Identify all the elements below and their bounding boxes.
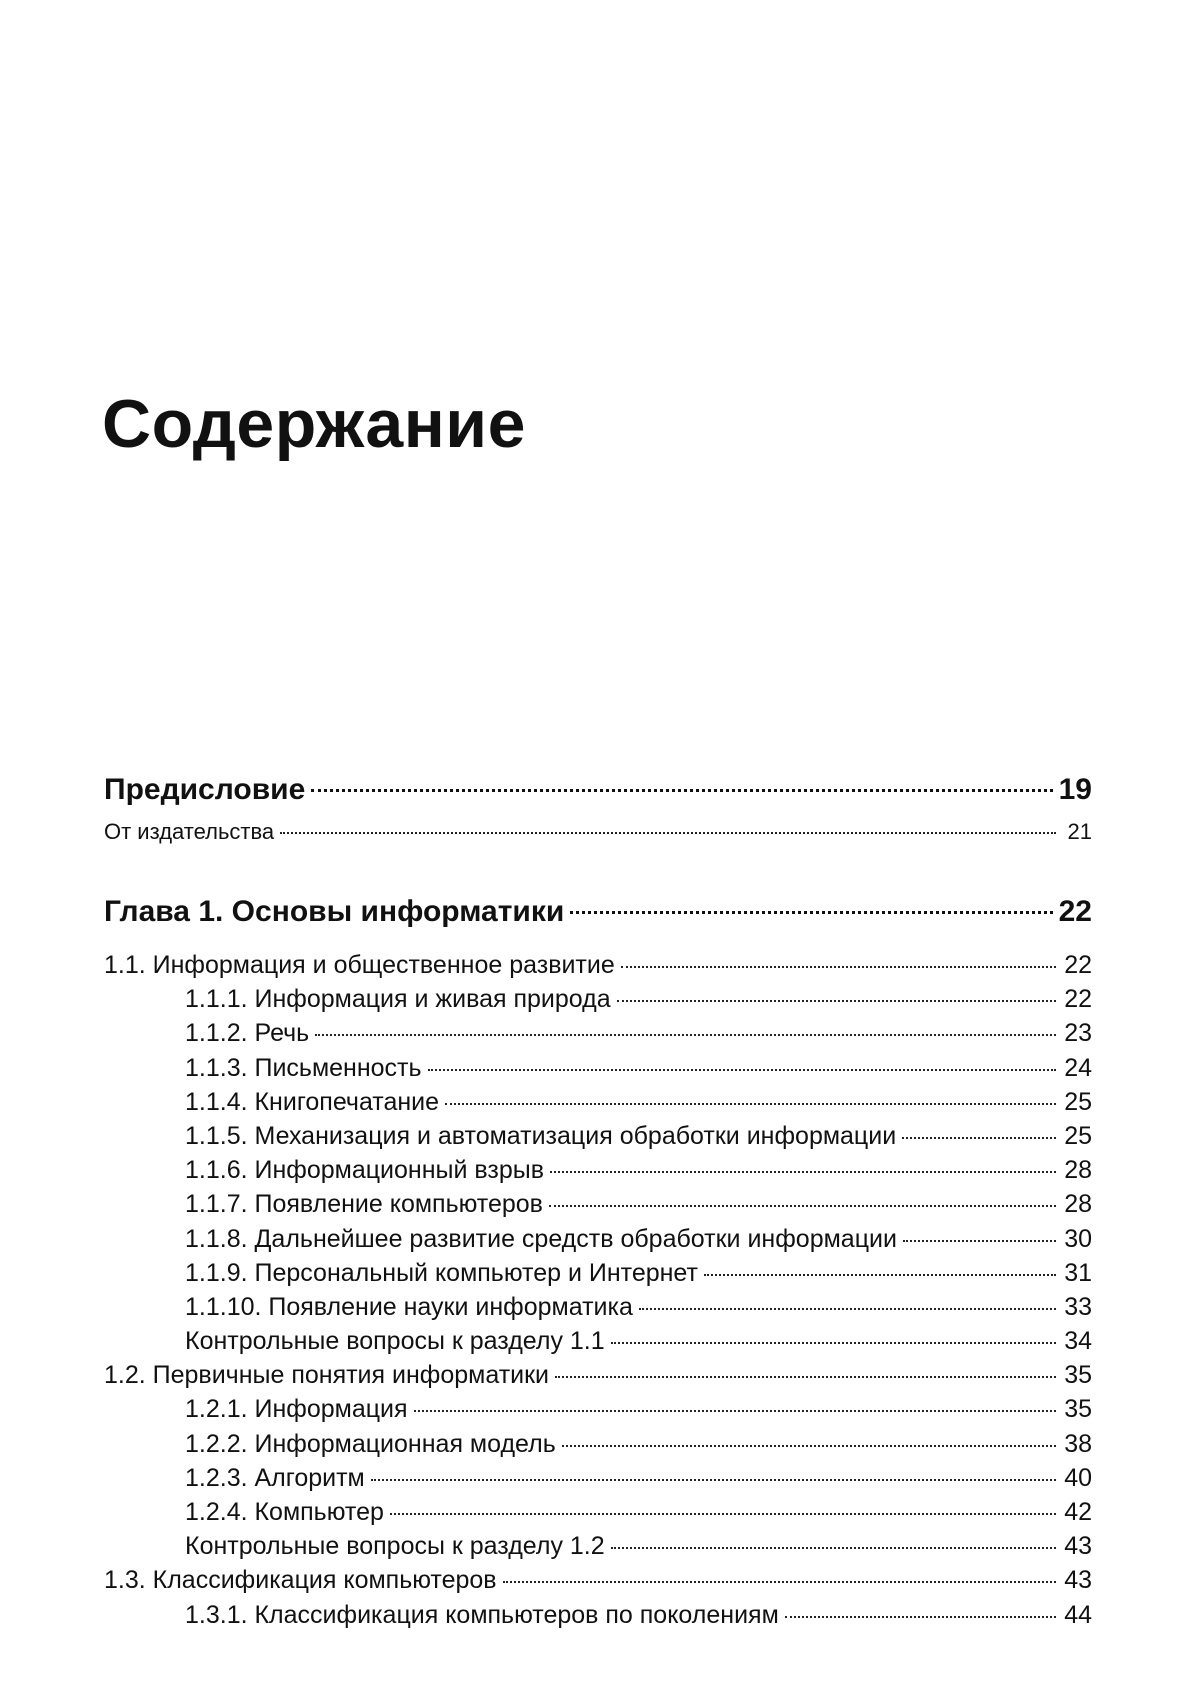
toc-entry-preface[interactable] bbox=[104, 766, 1092, 814]
dot-leader bbox=[902, 1137, 1056, 1139]
toc-subsection-entry[interactable] bbox=[104, 1461, 1092, 1495]
toc-subsection-entry[interactable] bbox=[104, 1119, 1092, 1153]
dot-leader bbox=[611, 1547, 1056, 1549]
toc-entry-page: 43 bbox=[1064, 1566, 1092, 1595]
toc-entry-label: Предисловие bbox=[104, 773, 306, 806]
toc-entry-page: 21 bbox=[1067, 819, 1092, 844]
dot-leader bbox=[390, 1513, 1056, 1515]
toc-entry-page: 31 bbox=[1064, 1258, 1092, 1287]
toc-subsection-entry[interactable] bbox=[104, 1392, 1092, 1426]
toc-entry-label: 1.1.1. Информация и живая природа bbox=[185, 985, 611, 1014]
toc-entry-label: 1.1.5. Механизация и автоматизация обработки информации bbox=[185, 1121, 897, 1150]
toc-entry-publisher-note[interactable] bbox=[104, 814, 1092, 850]
toc-section-entry[interactable] bbox=[104, 1358, 1092, 1392]
dot-leader bbox=[311, 789, 1052, 792]
section-gap bbox=[104, 850, 1092, 888]
toc-entry-page: 35 bbox=[1064, 1361, 1092, 1390]
toc-entry-label: 1.2.3. Алгоритм bbox=[185, 1463, 365, 1492]
toc-entry-page: 28 bbox=[1064, 1190, 1092, 1219]
page-title: Содержание bbox=[102, 386, 526, 462]
toc-entry-page: 22 bbox=[1064, 985, 1092, 1014]
toc-subsection-entry[interactable] bbox=[104, 1187, 1092, 1221]
dot-leader bbox=[617, 1000, 1056, 1002]
dot-leader bbox=[785, 1616, 1056, 1618]
dot-leader bbox=[639, 1308, 1056, 1310]
toc-entry-page: 23 bbox=[1064, 1019, 1092, 1048]
section-gap bbox=[104, 936, 1092, 948]
toc-entry-label: Глава 1. Основы информатики bbox=[104, 895, 565, 928]
toc-subsection-entry[interactable] bbox=[104, 1529, 1092, 1563]
toc-entry-page: 22 bbox=[1058, 895, 1092, 928]
toc-entry-label: 1.2.4. Компьютер bbox=[185, 1498, 384, 1526]
toc-entry-page: 44 bbox=[1064, 1600, 1092, 1629]
toc-entry-label: 1.1. Информация и общественное развитие bbox=[104, 951, 615, 979]
toc-entry-label: 1.3.1. Классификация компьютеров по поколениям bbox=[185, 1600, 779, 1629]
dot-leader bbox=[428, 1069, 1056, 1071]
toc-subsection-entry[interactable] bbox=[104, 1290, 1092, 1324]
toc-entry-page: 40 bbox=[1064, 1463, 1092, 1492]
toc-subsection-entry[interactable] bbox=[104, 1324, 1092, 1358]
toc-entry-label: 1.2. Первичные понятия информатики bbox=[104, 1361, 550, 1390]
dot-leader bbox=[371, 1479, 1056, 1481]
toc-entry-page: 24 bbox=[1064, 1053, 1092, 1082]
toc-subsection-entry[interactable] bbox=[104, 1153, 1092, 1187]
toc-entry-page: 28 bbox=[1064, 1156, 1092, 1185]
toc-subsection-entry[interactable] bbox=[104, 1427, 1092, 1461]
toc-entry-label: От издательства bbox=[104, 819, 275, 844]
toc-entry-page: 42 bbox=[1064, 1498, 1092, 1526]
toc-entry-label: 1.1.3. Письменность bbox=[185, 1053, 422, 1082]
toc-entry-label: 1.3. Классификация компьютеров bbox=[104, 1566, 497, 1595]
toc-entry-label: 1.1.6. Информационный взрыв bbox=[185, 1156, 545, 1185]
toc-subsection-entry[interactable] bbox=[104, 1085, 1092, 1119]
toc-entry-page: 33 bbox=[1064, 1292, 1092, 1321]
dot-leader bbox=[555, 1376, 1056, 1378]
dot-leader bbox=[549, 1205, 1056, 1207]
toc-entry-page: 19 bbox=[1058, 773, 1092, 806]
toc-subsection-entry[interactable] bbox=[104, 1051, 1092, 1085]
toc-entry-page: 43 bbox=[1064, 1532, 1092, 1561]
toc-section-entry[interactable] bbox=[104, 948, 1092, 982]
toc-entry-page: 38 bbox=[1064, 1429, 1092, 1458]
toc-entry-page: 25 bbox=[1064, 1121, 1092, 1150]
toc-entry-label: Контрольные вопросы к разделу 1.1 bbox=[185, 1327, 605, 1356]
dot-leader bbox=[550, 1171, 1056, 1173]
toc-entry-page: 35 bbox=[1064, 1395, 1092, 1424]
toc-subsection-entry[interactable] bbox=[104, 1598, 1092, 1632]
toc-entry-page: 34 bbox=[1064, 1327, 1092, 1356]
toc-entry-label: 1.1.8. Дальнейшее развитие средств обработки информации bbox=[185, 1224, 897, 1253]
table-of-contents bbox=[104, 766, 1092, 1632]
toc-entry-label: 1.1.10. Появление науки информатика bbox=[185, 1292, 633, 1321]
toc-subsection-entry[interactable] bbox=[104, 1256, 1092, 1290]
toc-entry-page: 30 bbox=[1064, 1224, 1092, 1253]
dot-leader bbox=[570, 911, 1052, 914]
toc-entry-label: 1.1.4. Книгопечатание bbox=[185, 1087, 440, 1116]
toc-entry-label: Контрольные вопросы к разделу 1.2 bbox=[185, 1532, 605, 1561]
toc-entry-label: 1.2.2. Информационная модель bbox=[185, 1429, 556, 1458]
toc-subsection-entry[interactable] bbox=[104, 1495, 1092, 1529]
toc-entry-label: 1.1.2. Речь bbox=[185, 1019, 310, 1048]
dot-leader bbox=[611, 1342, 1056, 1344]
dot-leader bbox=[503, 1581, 1056, 1583]
dot-leader bbox=[280, 832, 1056, 834]
toc-entry-label: 1.1.9. Персональный компьютер и Интернет bbox=[185, 1258, 698, 1287]
dot-leader bbox=[445, 1103, 1056, 1105]
toc-subsection-entry[interactable] bbox=[104, 1016, 1092, 1050]
toc-section-entry[interactable] bbox=[104, 1563, 1092, 1597]
toc-subsection-entry[interactable] bbox=[104, 982, 1092, 1016]
dot-leader bbox=[562, 1445, 1056, 1447]
dot-leader bbox=[704, 1274, 1056, 1276]
toc-entry-page: 25 bbox=[1064, 1087, 1092, 1116]
dot-leader bbox=[903, 1240, 1056, 1242]
toc-entry-chapter-1[interactable] bbox=[104, 888, 1092, 936]
toc-section-list bbox=[104, 948, 1092, 1632]
toc-subsection-entry[interactable] bbox=[104, 1222, 1092, 1256]
dot-leader bbox=[315, 1034, 1056, 1036]
toc-entry-label: 1.2.1. Информация bbox=[185, 1395, 408, 1424]
toc-entry-page: 22 bbox=[1064, 951, 1092, 979]
dot-leader bbox=[414, 1410, 1056, 1412]
toc-entry-label: 1.1.7. Появление компьютеров bbox=[185, 1190, 543, 1219]
dot-leader bbox=[621, 966, 1056, 968]
